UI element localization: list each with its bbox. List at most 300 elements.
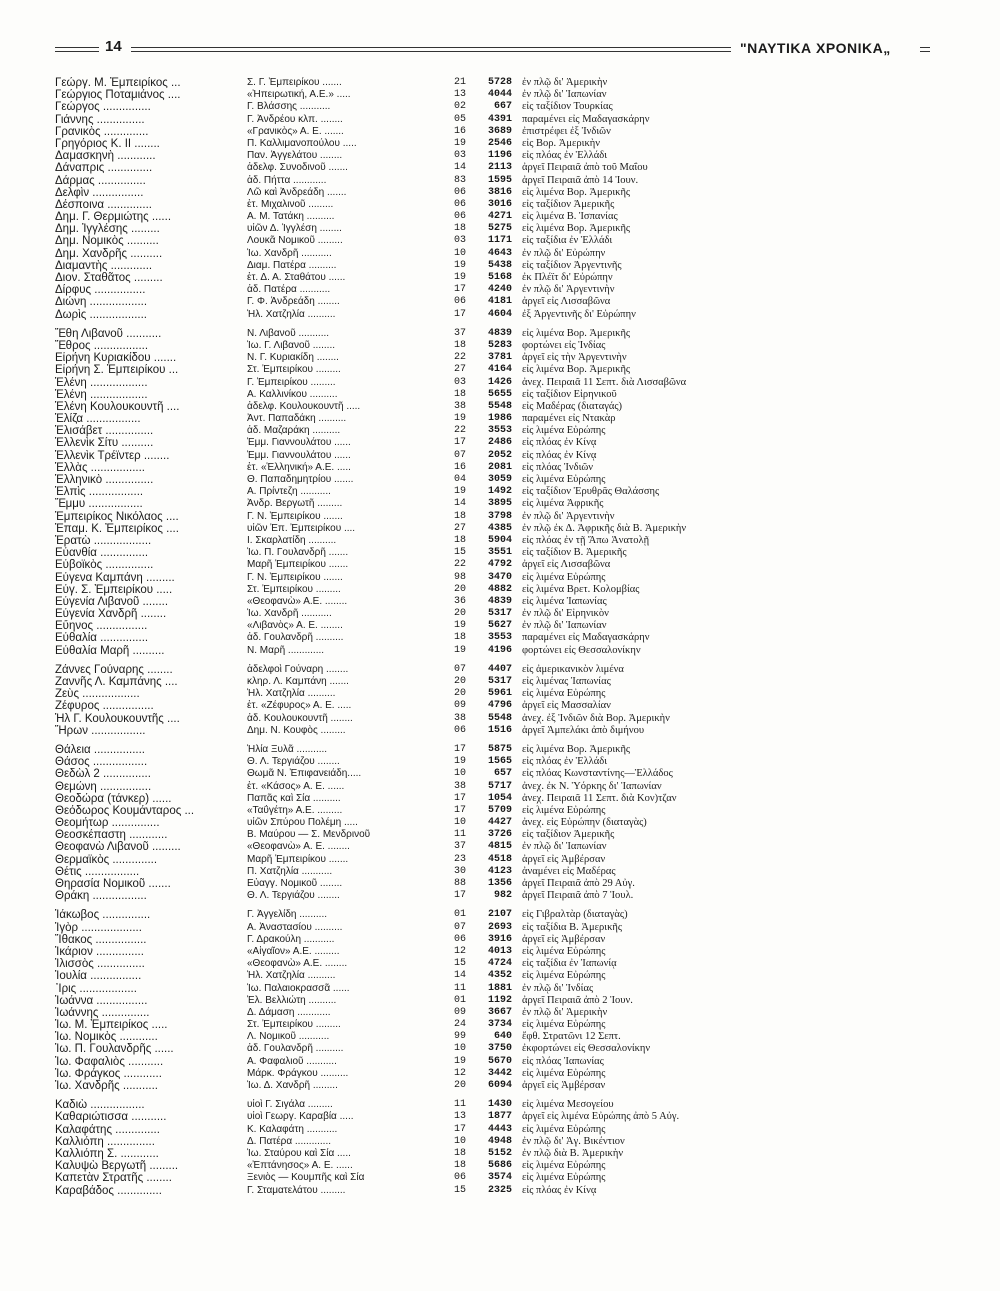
- tonnage: 4044: [487, 89, 512, 101]
- status: ἀργεῖ εἰς τὴν Ἀργεντινὴν: [522, 352, 627, 364]
- ship-name: Θερμαϊκὸς ..............: [55, 853, 158, 866]
- table-row: [55, 101, 935, 113]
- year: 06: [453, 933, 466, 945]
- status: εἰς λιμένα Εὐρώπης: [522, 945, 606, 957]
- status: ἐν πλῷ διὰ Β. Ἀμερικὴν: [522, 1147, 624, 1159]
- year: 03: [453, 376, 466, 388]
- ship-name: Καραβάδος ..............: [55, 1184, 162, 1197]
- status: ἐν πλῷ δι' Εἰρηνικὸν: [522, 608, 609, 620]
- year: 04: [453, 474, 466, 485]
- table-row: [55, 486, 935, 498]
- year: 17: [453, 284, 466, 296]
- table-row: [55, 1068, 935, 1080]
- ship-name: Διώνη ..................: [55, 296, 148, 309]
- table-row: [55, 572, 935, 584]
- table-row: [55, 793, 935, 805]
- ship-name: Θεοσκέπαστη ............: [55, 829, 168, 842]
- ship-name: Δάρμας ...............: [55, 174, 146, 187]
- table-row: [55, 688, 935, 700]
- ship-name: Δημ. Νομικὸς ..........: [55, 235, 159, 248]
- status: ἀργεῖ Πειραιᾶ ἀπὸ 2 Ἰουν.: [522, 994, 633, 1006]
- owner: υἱοὶ Γεωργ. Καραβία .....: [247, 1111, 354, 1123]
- year: 20: [453, 1080, 466, 1091]
- ship-name: Θεδὼλ 2 ...............: [55, 768, 151, 781]
- table-row: [55, 162, 935, 174]
- year: 37: [453, 841, 466, 853]
- table-row: [55, 187, 935, 199]
- owner: Στ. Ἐμπειρίκου .........: [247, 364, 341, 376]
- ship-name: Ἔμμυ .................: [55, 498, 143, 511]
- page-number: 14: [105, 38, 122, 55]
- year: 18: [453, 632, 466, 644]
- tonnage: 4164: [487, 364, 512, 376]
- ship-name: Δημ. Γ. Θερμιώτης ......: [55, 211, 172, 224]
- owner: Σ. Γ. Ἐμπειρίκου .......: [247, 77, 342, 88]
- ship-name: Ἰω. Π. Γουλανδρῆς ......: [55, 1043, 174, 1056]
- year: 11: [453, 1099, 466, 1111]
- tonnage: 2693: [487, 921, 512, 933]
- owner: Π. Χατζηλία ...........: [247, 865, 333, 877]
- tonnage: 4407: [487, 663, 512, 675]
- owner: Μαρῆ Ἐμπειρίκου .......: [247, 853, 349, 865]
- ship-name: Ἰω. Νομικὸς ............: [55, 1031, 158, 1044]
- table-row: [55, 150, 935, 162]
- year: 15: [453, 958, 466, 970]
- status: παραμένει εἰς Ντακὰρ: [522, 413, 616, 425]
- status: εἰς λιμένα Β. Ἰσπανίας: [522, 211, 618, 223]
- table-row: [55, 1031, 935, 1043]
- tonnage: 5317: [487, 608, 512, 620]
- owner: Ν. Λιβανοῦ ...........: [247, 327, 330, 339]
- status: εἰς λιμένα Εὐρώπης: [522, 688, 606, 700]
- owner: «Θεοφανὼ» Α. Ε. ........: [247, 841, 350, 853]
- year: 18: [453, 510, 466, 522]
- ship-name: Ζάννες Γούναρης ........: [55, 663, 173, 676]
- table-row: [55, 1160, 935, 1172]
- ship-name: Καδιὼ .................: [55, 1099, 145, 1112]
- status: ἐν πλῷ δι' Ἰαπωνίαν: [522, 89, 607, 101]
- status: εἰς πλόας ἐν Κίνᾳ: [522, 449, 597, 461]
- tonnage: 1426: [487, 376, 512, 388]
- table-row: [55, 389, 935, 401]
- tonnage: 5717: [487, 780, 512, 792]
- ship-name: Εὔηνος ................: [55, 620, 148, 633]
- owner: ἐτ. «Ζέφυρος» Α. Ε. .....: [247, 700, 352, 712]
- ship-name: Ἰουλία ................: [55, 970, 142, 983]
- table-row: [55, 211, 935, 223]
- status: ἀργεῖ εἰς Ἀμβέρσαν: [522, 853, 606, 865]
- status: εἰς ταξίδια ἐν Ἰαπωνίᾳ: [522, 958, 617, 970]
- ship-name: Ἑλλενὶκ Τρέϊντερ ........: [55, 449, 170, 462]
- table-row: [55, 223, 935, 235]
- ship-name: Ἑλίζα .................: [55, 413, 141, 426]
- table-row: [55, 511, 935, 523]
- year: 38: [453, 400, 466, 412]
- table-row: [55, 854, 935, 866]
- status: εἰς ταξίδια Β. Ἀμερικῆς: [522, 921, 623, 933]
- tonnage: 3059: [487, 474, 512, 485]
- ship-name: Καθαριώτισσα ...........: [55, 1111, 167, 1124]
- tonnage: 982: [493, 890, 512, 902]
- table-row: [55, 946, 935, 958]
- ship-name: Εὐγενία Λιβανοῦ ........: [55, 595, 169, 608]
- table-row: [55, 462, 935, 474]
- ship-name: Δίρφυς ................: [55, 284, 146, 297]
- ship-name: Ἶρις ..................: [55, 982, 137, 995]
- status: εἰς πλόας ἐν Κίνᾳ: [522, 437, 597, 449]
- table-row: [55, 620, 935, 632]
- owner: Ἰω. Παλαιοκρασσᾶ ......: [247, 982, 350, 994]
- tonnage: 5317: [487, 676, 512, 687]
- owner: Α. Φαφαλιοῦ ...........: [247, 1055, 337, 1067]
- status: ἐκφορτώνει εἰς Θεσσαλονίκην: [522, 1043, 651, 1055]
- status: εἰς λιμένα Ἀφρικῆς: [522, 498, 604, 510]
- status: εἰς λιμένα Εὐρώπης: [522, 1160, 606, 1172]
- owner: Λ. Νομικοῦ ...........: [247, 1031, 330, 1043]
- table-row: [55, 77, 935, 89]
- table-row: [55, 645, 935, 657]
- year: 22: [453, 559, 466, 571]
- status: εἰς λιμένα Μεσογείου: [522, 1099, 614, 1111]
- status: παραμένει εἰς Μαδαγασκάρην: [522, 632, 650, 644]
- status: φορτώνει εἰς Θεσσαλονίκην: [522, 644, 641, 656]
- owner: ἀδ. Κουλουκουντῆ ........: [247, 712, 353, 724]
- tonnage: 4518: [487, 853, 512, 865]
- ship-name: Δημ. Χανδρῆς ..........: [55, 247, 163, 260]
- owner: Διαμ. Πατέρα ..........: [247, 259, 337, 271]
- status: εἰς Βορ. Ἀμερικὴν: [522, 137, 600, 149]
- header-rule-middle: [131, 47, 731, 52]
- table-row: [55, 401, 935, 413]
- year: 19: [453, 137, 466, 149]
- table-row: [55, 413, 935, 425]
- tonnage: 3798: [487, 510, 512, 522]
- status: εἰς ταξίδιον Τουρκίας: [522, 101, 613, 113]
- ship-name: Εὐβοϊκὸς ...............: [55, 559, 154, 572]
- owner: Θ. Λ. Τεργιάζου ........: [247, 756, 340, 768]
- tonnage: 3816: [487, 186, 512, 198]
- table-row: [55, 922, 935, 934]
- owner: Ξενιὸς — Κουμπῆς καὶ Σία: [247, 1172, 365, 1184]
- table-row: [55, 725, 935, 737]
- owner: Ἐλ. Βελλιώτη ..........: [247, 994, 337, 1006]
- owner: Π. Καλλιμανοπούλου .....: [247, 137, 357, 149]
- owner: Ἰω. Π. Γουλανδρῆ .......: [247, 547, 349, 559]
- status: ἐν πλῷ δι' Εὐρώπην: [522, 247, 606, 259]
- year: 19: [453, 644, 466, 656]
- year: 22: [453, 425, 466, 437]
- owner: Παν. Ἀγγελάτου ........: [247, 150, 343, 162]
- tonnage: 657: [493, 768, 512, 780]
- status: ἐξ Ἀργεντινῆς δι' Εὐρώπην: [522, 308, 636, 320]
- tonnage: 4724: [487, 958, 512, 970]
- status: εἰς λιμένα Εὐρώπης: [522, 571, 606, 583]
- tonnage: 4948: [487, 1135, 512, 1147]
- year: 13: [453, 89, 466, 101]
- ship-name: Ἐμπειρίκος Νικόλαος ....: [55, 510, 179, 523]
- owner: Στ. Ἐμπειρίκου .........: [247, 1019, 341, 1031]
- status: ἐν πλῷ δι' Ἀγ. Βικέντιον: [522, 1135, 625, 1147]
- tonnage: 3574: [487, 1172, 512, 1184]
- owner: Β. Μαύρου — Σ. Μενδρινοῦ: [247, 829, 371, 841]
- status: ἀργεῖ εἰς Λισσαβῶνα: [522, 296, 611, 308]
- ship-name: Γεώργιος Ποταμιάνος ....: [55, 89, 181, 102]
- tonnage: 4123: [487, 865, 512, 877]
- year: 19: [453, 259, 466, 271]
- table-row: [55, 713, 935, 725]
- ship-name: Γρανικὸς ..............: [55, 125, 149, 138]
- owner: ἀδ. Πατέρα ...........: [247, 284, 331, 296]
- year: 03: [453, 235, 466, 247]
- tonnage: 5961: [487, 688, 512, 700]
- year: 16: [453, 461, 466, 473]
- ship-name: Ἔθρος .................: [55, 339, 149, 352]
- owner: ἐτ. «Κάσος» Α. Ε. ......: [247, 780, 345, 792]
- table-row: [55, 1056, 935, 1068]
- tonnage: 3895: [487, 498, 512, 510]
- status: εἰς λιμένα Βορ. Ἀμερικῆς: [522, 364, 631, 376]
- ship-name: Ἑλένη Κουλουκουντῆ ....: [55, 400, 180, 413]
- table-row: [55, 1136, 935, 1148]
- status: εἰς λιμένα Εὐρώπης: [522, 970, 606, 982]
- year: 19: [453, 272, 466, 283]
- tonnage: 3016: [487, 198, 512, 210]
- owner: Ἰω. Σταύρου καὶ Σία .....: [247, 1147, 351, 1159]
- owner: Ἠλ. Χατζηλία ..........: [247, 688, 336, 700]
- tonnage: 2052: [487, 449, 512, 461]
- table-row: [55, 664, 935, 676]
- table-row: [55, 866, 935, 878]
- year: 01: [453, 994, 466, 1006]
- ship-name: Θεοδώρα (τάνκερ) ......: [55, 792, 172, 805]
- tonnage: 3553: [487, 632, 512, 644]
- tonnage: 4792: [487, 559, 512, 571]
- status: εἰς ταξίδιον Ἀργεντινῆς: [522, 259, 622, 271]
- table-row: [55, 547, 935, 559]
- year: 02: [453, 101, 466, 113]
- tonnage: 667: [493, 101, 512, 113]
- ship-name: Ἰκάριον ...............: [55, 945, 144, 958]
- year: 06: [453, 198, 466, 210]
- owner: Θ. Λ. Τεργιάζου ........: [247, 890, 340, 902]
- tonnage: 3442: [487, 1067, 512, 1079]
- owner: Γ. Δρακούλη ...........: [247, 933, 335, 945]
- ship-name: Διον. Σταθᾶτος .........: [55, 272, 163, 284]
- owner: ἐτ. Μιχαλινοῦ .........: [247, 198, 334, 210]
- table-row: [55, 425, 935, 437]
- tonnage: 6094: [487, 1080, 512, 1091]
- year: 01: [453, 909, 466, 921]
- owner: Ἠλ. Χατζηλία ..........: [247, 308, 336, 320]
- year: 10: [453, 1135, 466, 1147]
- owner: Ἰω. Χανδρῆ ...........: [247, 247, 332, 259]
- status: εἰς λιμένα Εὐρώπης: [522, 804, 606, 816]
- ship-name: Ἠλ Γ. Κουλουκουντῆς ....: [55, 712, 180, 725]
- owner: Γ. Ἀγγελίδη ..........: [247, 909, 328, 921]
- status: ἀργεῖ Πειραιᾶ ἀπὸ 7 Ἰουλ.: [522, 890, 634, 902]
- tonnage: 5438: [487, 259, 512, 271]
- tonnage: 3553: [487, 425, 512, 437]
- owner: «Ταΰγέτη» Α.Ε. .........: [247, 804, 343, 816]
- status: ἐν πλῷ δι' Ἀργεντινὴν: [522, 510, 615, 522]
- tonnage: 1054: [487, 792, 512, 804]
- table-row: [55, 328, 935, 340]
- tonnage: 4443: [487, 1123, 512, 1135]
- year: 19: [453, 413, 466, 425]
- year: 98: [453, 571, 466, 583]
- year: 20: [453, 583, 466, 595]
- table-row: [55, 199, 935, 211]
- table-row: [55, 829, 935, 841]
- status: ἐν πλῷ δι' Ἀμερικὴν: [522, 77, 608, 88]
- owner: Θωμᾶ Ν. Ἐπιφανειάδη.....: [247, 768, 362, 780]
- table-row: [55, 970, 935, 982]
- year: 17: [453, 743, 466, 755]
- tonnage: 2486: [487, 437, 512, 449]
- table-row: [55, 474, 935, 486]
- owner: υἱοὶ Γ. Σιγάλα .........: [247, 1099, 333, 1111]
- year: 88: [453, 878, 466, 889]
- table-row: [55, 175, 935, 187]
- tonnage: 1492: [487, 486, 512, 498]
- status: ἀνεχ. ἐξ Ἰνδιῶν διὰ Βορ. Ἀμερικὴν: [522, 712, 670, 724]
- table-row: [55, 841, 935, 853]
- table-row: [55, 608, 935, 620]
- table-row: [55, 89, 935, 101]
- ship-name: Εὐγενα Καμπάνη .........: [55, 571, 175, 584]
- status: ἔφθ. Στρατῶνι 12 Σεπτ.: [522, 1031, 621, 1043]
- status: εἰς λιμένα Εὐρώπης: [522, 1067, 606, 1079]
- year: 06: [453, 1172, 466, 1184]
- table-row: [55, 584, 935, 596]
- owner: υἱῶν Ἐπ. Ἐμπειρίκου ....: [247, 522, 356, 534]
- ship-name: Θάσος .................: [55, 756, 148, 769]
- tonnage: 1877: [487, 1111, 512, 1123]
- tonnage: 2325: [487, 1184, 512, 1196]
- year: 22: [453, 352, 466, 364]
- table-row: [55, 632, 935, 644]
- owner: Λῶ καὶ Ἀνδρεάδη .......: [247, 186, 347, 198]
- table-row: [55, 781, 935, 793]
- status: εἰς λιμένα Βορ. Ἀμερικῆς: [522, 223, 631, 235]
- ship-name: Δαμασκηνὴ ............: [55, 150, 156, 163]
- year: 10: [453, 1043, 466, 1055]
- ship-name: Ἑλισάβετ ...............: [55, 425, 154, 438]
- status: παραμένει εἰς Μαδαγασκάρην: [522, 113, 650, 125]
- tonnage: 3470: [487, 571, 512, 583]
- table-row: [55, 958, 935, 970]
- year: 37: [453, 327, 466, 339]
- year: 17: [453, 890, 466, 902]
- ship-name: Καλαφάτης ..............: [55, 1123, 160, 1136]
- owner: Ν. Γ. Κυριακίδη ........: [247, 352, 339, 364]
- year: 83: [453, 174, 466, 186]
- status: ἀναμένει εἰς Μαδέρας: [522, 865, 616, 877]
- year: 17: [453, 792, 466, 804]
- tonnage: 5627: [487, 620, 512, 632]
- year: 20: [453, 688, 466, 700]
- owner: ἀδελφοὶ Γούναρη ........: [247, 663, 349, 675]
- table-row: [55, 1185, 935, 1197]
- owner: Δ. Δάμαση ............: [247, 1006, 331, 1018]
- owner: Ι. Σκαρλατίδη ..........: [247, 534, 337, 546]
- owner: «Λιβανὸς» Α. Ε. ........: [247, 620, 343, 632]
- owner: Ἠλία Ξυλᾶ ...........: [247, 743, 328, 755]
- tonnage: 4385: [487, 522, 512, 534]
- table-row: [55, 340, 935, 352]
- table-row: [55, 296, 935, 308]
- status: ἐν πλῷ δι' Ἰνδίας: [522, 982, 594, 994]
- ship-name: Θεόδωρος Κουμάνταρος ...: [55, 804, 195, 817]
- table-row: [55, 352, 935, 364]
- owner: ἐτ. Δ. Α. Σταθάτου ......: [247, 272, 346, 283]
- ship-name: Ἰω. Μ. Ἐμπειρίκος .....: [55, 1019, 168, 1032]
- table-row: [55, 805, 935, 817]
- owner: Γ. Ἐμπειρίκου .........: [247, 376, 336, 388]
- ship-name: Δέσποινα ..............: [55, 198, 152, 211]
- table-row: [55, 559, 935, 571]
- status: ἐκ Πλέϊτ δι' Εὐρώπην: [522, 272, 613, 283]
- status: ἐν πλῷ δι' Ἀργεντινὴν: [522, 284, 615, 296]
- owner: «Γρανικὸς» Α. Ε. .......: [247, 125, 344, 137]
- table-row: [55, 309, 935, 321]
- table-row: [55, 126, 935, 138]
- owner: Εὐαγγ. Νομικοῦ ........: [247, 878, 343, 889]
- ship-list-table: [55, 77, 935, 1197]
- ship-name: Ζέφυρος ................: [55, 700, 154, 713]
- year: 09: [453, 700, 466, 712]
- ship-name: Δάναπρις ..............: [55, 162, 153, 175]
- ship-name: Καλλιόπη ...............: [55, 1135, 155, 1148]
- year: 17: [453, 1123, 466, 1135]
- year: 06: [453, 186, 466, 198]
- status: εἰς ταξίδιον Εἰρηνικοῦ: [522, 388, 617, 400]
- status: ἐπιστρέφει ἐξ Ἰνδιῶν: [522, 125, 611, 137]
- status: ἐν πλῷ δι' Ἀμερικὴν: [522, 1006, 608, 1018]
- ship-name: Ἰωάννα ................: [55, 994, 148, 1007]
- owner: Α. Μ. Τατάκη ..........: [247, 211, 335, 223]
- status: ἐν πλῷ δι' Ἰαπωνίαν: [522, 841, 607, 853]
- year: 13: [453, 1111, 466, 1123]
- tonnage: 640: [493, 1031, 512, 1043]
- ship-name: Θηρασία Νομικοῦ .......: [55, 878, 171, 890]
- tonnage: 5670: [487, 1055, 512, 1067]
- tonnage: 5152: [487, 1147, 512, 1159]
- tonnage: 4839: [487, 327, 512, 339]
- year: 24: [453, 1019, 466, 1031]
- tonnage: 4796: [487, 700, 512, 712]
- year: 23: [453, 853, 466, 865]
- table-row: [55, 535, 935, 547]
- table-row: [55, 523, 935, 535]
- status: εἰς Μαδέρας (διαταγάς): [522, 400, 623, 412]
- publication-title: "ΝΑΥΤΙΚΑ ΧΡΟΝΙΚΑ„: [740, 40, 891, 56]
- year: 19: [453, 486, 466, 498]
- year: 18: [453, 1147, 466, 1159]
- table-row: [55, 744, 935, 756]
- ship-name: Θράκη .................: [55, 890, 147, 903]
- status: εἰς λιμένα Βορ. Ἀμερικῆς: [522, 186, 631, 198]
- owner: υἱῶν Σπύρου Πολέμη .....: [247, 817, 358, 829]
- year: 20: [453, 608, 466, 620]
- tonnage: 1356: [487, 878, 512, 889]
- tonnage: 5875: [487, 743, 512, 755]
- status: ἀργεῖ Πειραιᾶ ἀπὸ τοῦ Μαΐου: [522, 162, 648, 174]
- tonnage: 4882: [487, 583, 512, 595]
- ship-name: Ἰωάννης ...............: [55, 1006, 150, 1019]
- table-row: [55, 284, 935, 296]
- tonnage: 3726: [487, 829, 512, 841]
